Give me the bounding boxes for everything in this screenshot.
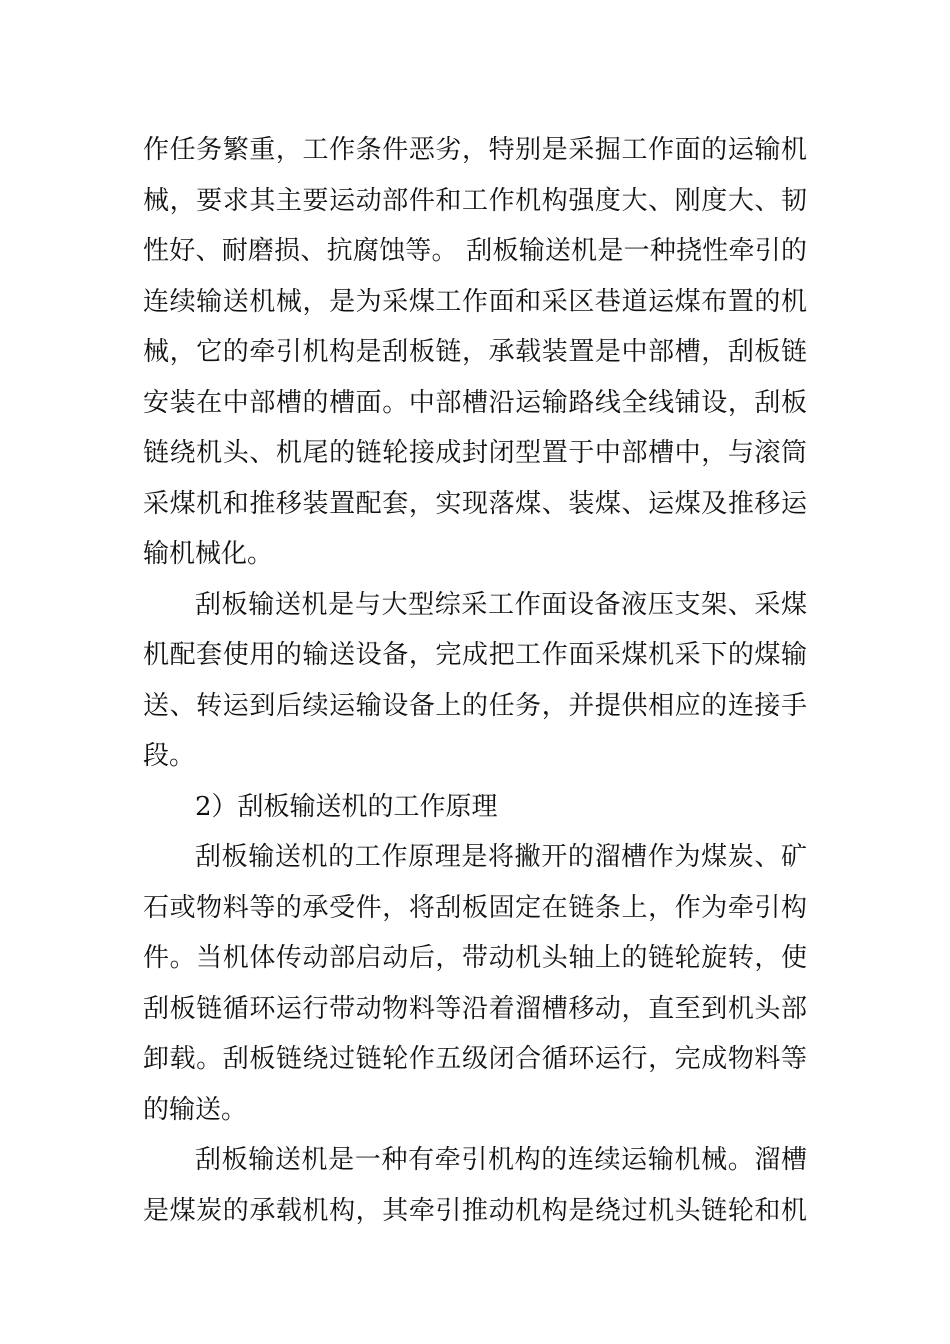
text-line: 的输送。 bbox=[143, 1094, 248, 1125]
text-line: 连续输送机械，是为采煤工作面和采区巷道运煤布置的机 bbox=[143, 286, 807, 317]
text-line: 械，它的牵引机构是刮板链，承载装置是中部槽，刮板链 bbox=[143, 337, 807, 367]
text-line: 刮板输送机是与大型综采工作面设备液压支架、采煤 bbox=[195, 589, 807, 620]
text-line: 是煤炭的承载机构，其牵引推动机构是绕过机头链轮和机 bbox=[143, 1195, 807, 1226]
text-line: 采煤机和推移装置配套，实现落煤、装煤、运煤及推移运 bbox=[143, 488, 807, 519]
text-line: 刮板链循环运行带动物料等沿着溜槽移动，直至到机头部 bbox=[143, 993, 807, 1024]
text-line: 刮板输送机是一种有牵引机构的连续运输机械。溜槽 bbox=[195, 1145, 807, 1175]
text-line: 送、转运到后续运输设备上的任务，并提供相应的连接手 bbox=[143, 690, 807, 721]
paragraph bbox=[143, 125, 807, 580]
text-line: 段。 bbox=[143, 741, 196, 771]
text-line: 性好、耐磨损、抗腐蚀等。 刮板输送机是一种挠性牵引的 bbox=[143, 236, 807, 266]
text-line: 链绕机头、机尾的链轮接成封闭型置于中部槽中，与滚筒 bbox=[143, 438, 807, 468]
text-line: 件。当机体传动部启动后，带动机头轴上的链轮旋转，使 bbox=[143, 943, 807, 973]
text-line: 机配套使用的输送设备，完成把工作面采煤机采下的煤输 bbox=[143, 640, 807, 670]
text-line: 石或物料等的承受件，将刮板固定在链条上，作为牵引构 bbox=[143, 892, 807, 923]
text-line: 输机械化。 bbox=[143, 539, 274, 569]
text-line: 作任务繁重，工作条件恶劣，特别是采掘工作面的运输机 bbox=[143, 135, 807, 165]
text-line: 安装在中部槽的槽面。中部槽沿运输路线全线铺设，刮板 bbox=[143, 387, 807, 418]
text-line: 卸载。刮板链绕过链轮作五级闭合循环运行，完成物料等 bbox=[143, 1044, 807, 1074]
paragraph bbox=[143, 1135, 807, 1236]
text-line: 刮板输送机的工作原理是将撇开的溜槽作为煤炭、矿 bbox=[195, 842, 807, 872]
section-heading bbox=[143, 782, 807, 833]
text-line: 械，要求其主要运动部件和工作机构强度大、刚度大、韧 bbox=[143, 185, 807, 216]
heading-text: 2）刮板输送机的工作原理 bbox=[195, 791, 498, 822]
paragraph bbox=[143, 832, 807, 1135]
document-page bbox=[143, 125, 807, 1236]
paragraph bbox=[143, 580, 807, 782]
